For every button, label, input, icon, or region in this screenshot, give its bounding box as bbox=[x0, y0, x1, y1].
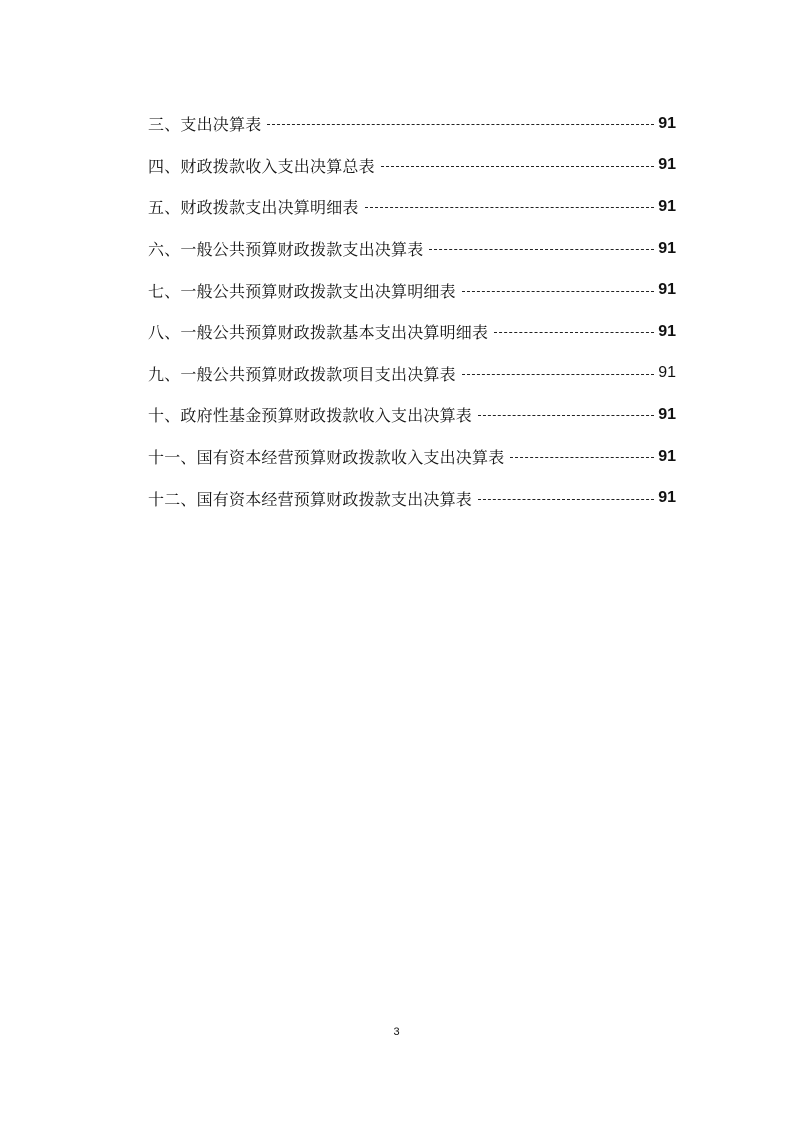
toc-entry-page: 91 bbox=[658, 239, 676, 257]
toc-entry-title: 六、一般公共预算财政拨款支出决算表 bbox=[148, 240, 424, 260]
toc-entry-title: 四、财政拨款收入支出决算总表 bbox=[148, 156, 375, 176]
toc-leader-dots bbox=[494, 332, 654, 333]
toc-entry-8[interactable] bbox=[148, 311, 676, 353]
toc-leader-dots bbox=[381, 166, 654, 167]
toc-entry-title: 五、财政拨款支出决算明细表 bbox=[148, 198, 359, 218]
toc-entry-7[interactable] bbox=[148, 269, 676, 311]
table-of-contents bbox=[148, 103, 676, 519]
toc-entry-11[interactable] bbox=[148, 436, 676, 478]
toc-entry-12[interactable] bbox=[148, 477, 676, 519]
toc-entry-title: 十一、国有资本经营预算财政拨款收入支出决算表 bbox=[148, 448, 505, 468]
toc-leader-dots bbox=[365, 207, 655, 208]
toc-leader-dots bbox=[478, 499, 654, 500]
toc-leader-dots bbox=[267, 124, 654, 125]
toc-entry-page: 91 bbox=[658, 114, 676, 132]
toc-leader-dots bbox=[462, 291, 654, 292]
toc-leader-dots bbox=[462, 374, 654, 375]
toc-entry-title: 七、一般公共预算财政拨款支出决算明细表 bbox=[148, 281, 456, 301]
toc-entry-title: 九、一般公共预算财政拨款项目支出决算表 bbox=[148, 364, 456, 384]
toc-entry-title: 十二、国有资本经营预算财政拨款支出决算表 bbox=[148, 489, 473, 509]
toc-entry-5[interactable] bbox=[148, 186, 676, 228]
toc-entry-4[interactable] bbox=[148, 145, 676, 187]
toc-entry-page: 91 bbox=[658, 489, 676, 507]
toc-entry-title: 八、一般公共预算财政拨款基本支出决算明细表 bbox=[148, 323, 489, 343]
toc-entry-6[interactable] bbox=[148, 228, 676, 270]
toc-entry-page: 91 bbox=[658, 322, 676, 340]
toc-entry-title: 十、政府性基金预算财政拨款收入支出决算表 bbox=[148, 406, 473, 426]
toc-entry-page: 91 bbox=[658, 405, 676, 423]
toc-entry-title: 三、支出决算表 bbox=[148, 115, 262, 135]
toc-leader-dots bbox=[510, 457, 654, 458]
toc-entry-page: 91 bbox=[658, 197, 676, 215]
toc-entry-page: 91 bbox=[658, 156, 676, 174]
page-number: 3 bbox=[393, 1026, 400, 1038]
toc-entry-page: 91 bbox=[658, 364, 676, 382]
toc-entry-page: 91 bbox=[658, 447, 676, 465]
toc-entry-3[interactable] bbox=[148, 103, 676, 145]
toc-leader-dots bbox=[429, 249, 654, 250]
toc-entry-10[interactable] bbox=[148, 394, 676, 436]
toc-entry-9[interactable] bbox=[148, 353, 676, 395]
toc-entry-page: 91 bbox=[658, 281, 676, 299]
toc-leader-dots bbox=[478, 415, 654, 416]
